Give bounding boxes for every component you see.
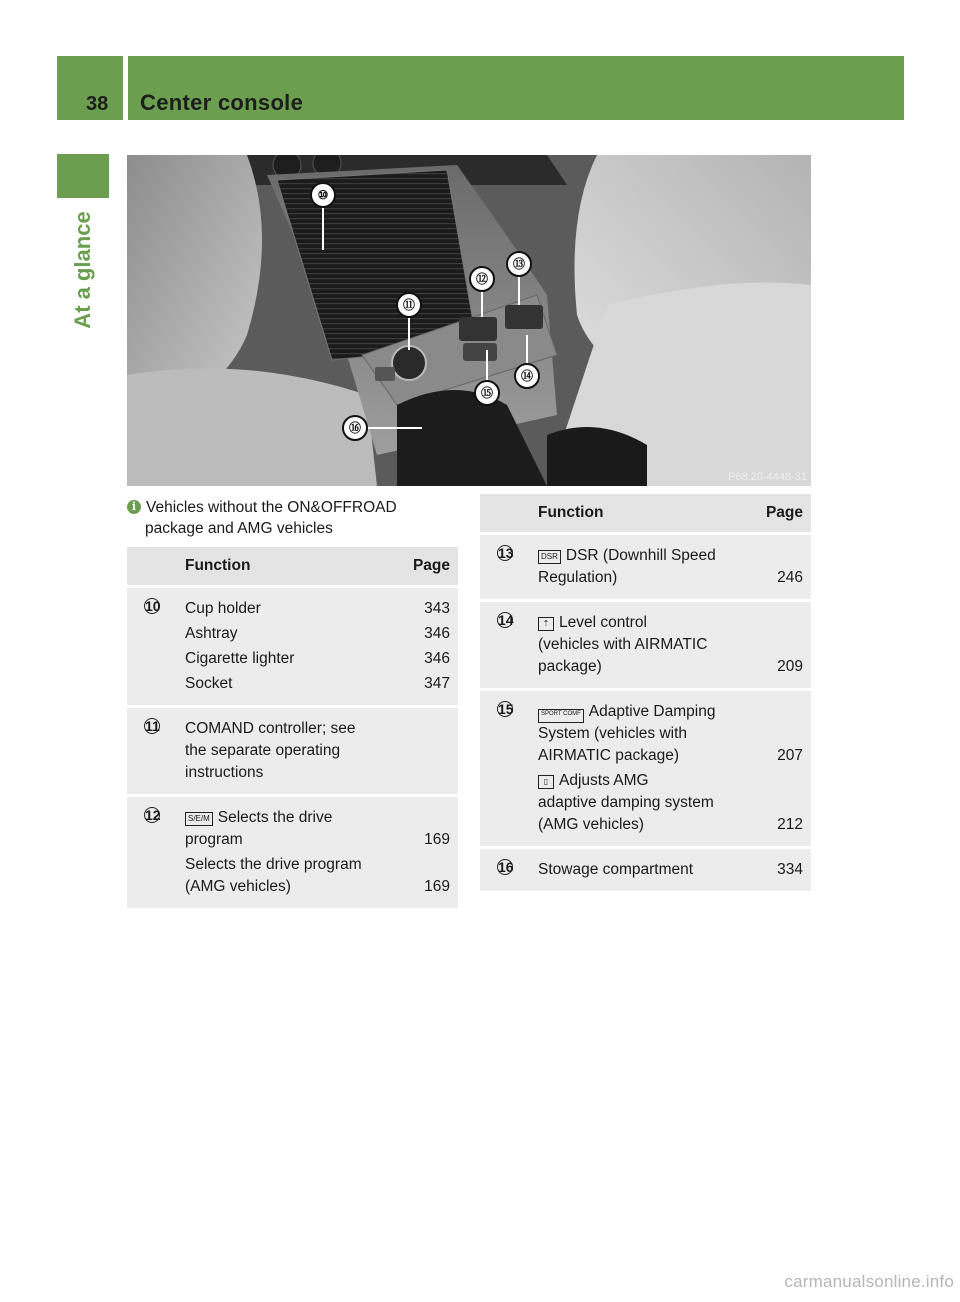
function-text: (AMG vehicles) (538, 816, 644, 833)
function-text: Adjusts AMG (559, 772, 649, 789)
page-ref: 346 (424, 625, 450, 642)
side-tab-marker (57, 154, 109, 198)
function-text: Level control (559, 614, 647, 631)
small-button (375, 367, 395, 381)
page-ref: 246 (777, 569, 803, 586)
item-number-15: 15 (498, 701, 514, 717)
center-console-photo (127, 155, 811, 486)
info-note (127, 497, 457, 539)
table-row (480, 601, 811, 690)
function-text: Ashtray (185, 625, 238, 642)
table-row (127, 587, 458, 707)
page-ref: 169 (424, 831, 450, 848)
function-text: Regulation) (538, 569, 618, 586)
function-text: (AMG vehicles) (185, 878, 291, 895)
table-row (480, 690, 811, 848)
function-text: package) (538, 658, 602, 675)
function-text: AIRMATIC package) (538, 747, 679, 764)
table-header-row (480, 494, 811, 534)
page-ref: 343 (424, 600, 450, 617)
item-number-11: 11 (145, 718, 160, 734)
damping-switch-icon: ▯ (538, 775, 554, 789)
info-icon: i (127, 500, 141, 514)
table-row (127, 796, 458, 909)
item-number-12: 12 (145, 807, 161, 823)
function-text: instructions (185, 764, 264, 781)
callout-16-label: ⑯ (348, 421, 362, 435)
function-text: Adaptive Damping (588, 703, 716, 720)
dsr-button (505, 305, 543, 329)
function-text: Socket (185, 675, 233, 692)
function-text: COMAND controller; see (185, 720, 356, 737)
page-ref: 209 (777, 658, 803, 675)
function-text: Cigarette lighter (185, 650, 295, 667)
page-number: 38 (86, 93, 109, 115)
footer-watermark: carmanualsonline.info (784, 1272, 954, 1291)
table-row (480, 848, 811, 892)
item-number-13: 13 (498, 545, 514, 561)
drive-program-icon: S/E/M (185, 812, 213, 826)
header-page: Page (402, 547, 458, 587)
page-ref: 207 (777, 747, 803, 764)
callout-14-label: ⑭ (520, 369, 534, 383)
dsr-icon: DSR (538, 550, 561, 564)
function-text: Stowage compartment (530, 848, 755, 892)
page-ref: 346 (424, 650, 450, 667)
section-title: Center console (140, 90, 304, 115)
comand-controller (392, 346, 426, 380)
header-function: Function (177, 547, 402, 587)
callout-13-label: ⑬ (512, 257, 526, 271)
callout-11-label: ⑪ (402, 298, 416, 312)
note-line-2: package and AMG vehicles (145, 520, 333, 537)
function-text: adaptive damping system (538, 794, 714, 811)
callout-10-label: ⑩ (317, 188, 329, 202)
page-ref: 334 (755, 848, 811, 892)
photo-code: P68.20-4448-31 (728, 471, 807, 483)
header-function: Function (530, 494, 755, 534)
page-ref (402, 707, 458, 796)
side-chapter-label: At a glance (70, 211, 95, 329)
callout-12-label: ⑫ (475, 272, 489, 286)
function-text: Selects the drive (217, 809, 333, 826)
table-row (127, 707, 458, 796)
function-table-right (480, 494, 811, 891)
function-text: Cup holder (185, 600, 261, 617)
function-text: program (185, 831, 243, 848)
table-row (480, 534, 811, 601)
console-illustration (127, 155, 811, 486)
sport-comfort-icon: SPORT COMF (538, 709, 584, 723)
item-number-10: 10 (145, 598, 161, 614)
item-number-14: 14 (498, 612, 514, 628)
page-ref: 169 (424, 878, 450, 895)
note-line-1: Vehicles without the ON&OFFROAD (146, 499, 397, 516)
table-header-row (127, 547, 458, 587)
page-ref: 347 (424, 675, 450, 692)
function-text: Selects the drive program (185, 856, 362, 873)
function-text: System (vehicles with (538, 725, 688, 742)
damping-button (463, 343, 497, 361)
function-table-left (127, 547, 458, 908)
function-text: DSR (Downhill Speed (565, 547, 716, 564)
page-ref: 212 (777, 816, 803, 833)
drive-program-switch (459, 317, 497, 341)
level-control-icon: ⇡ (538, 617, 554, 631)
item-number-16: 16 (498, 859, 514, 875)
header-page: Page (755, 494, 811, 534)
callout-15-label: ⑮ (480, 386, 494, 400)
function-text: (vehicles with AIRMATIC (538, 636, 708, 653)
function-text: the separate operating (185, 742, 341, 759)
